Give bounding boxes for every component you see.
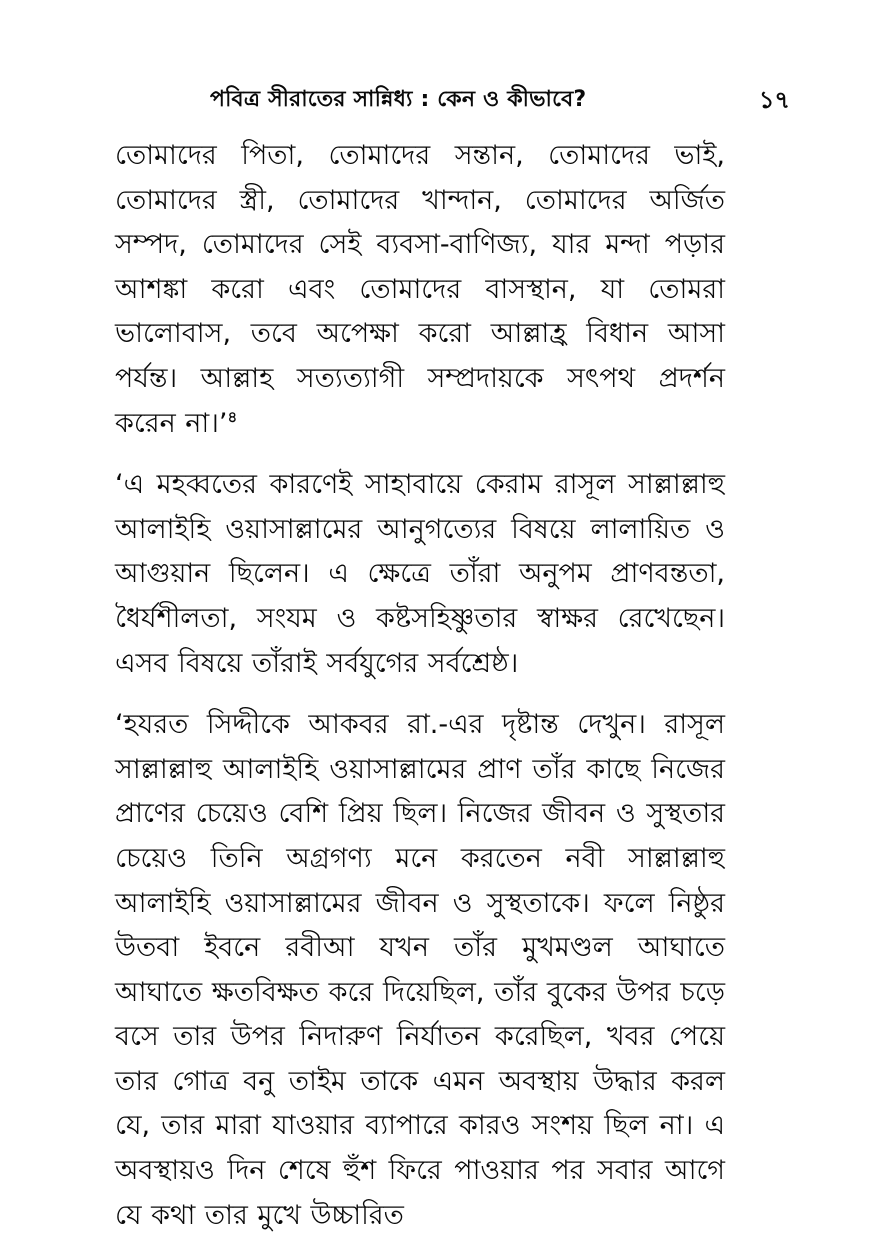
paragraph-1 xyxy=(115,134,725,446)
paragraph-2: ‘এ মহব্বতের কারণেই সাহাবায়ে কেরাম রাসূল সাল্লাল্লাহু আলাইহি ওয়াসাল্লামের আনুগত্যের বিষয়ে লালায়িত ও আগুয়ান ছিলেন। এ ক্ষেত্রে তাঁরা অনুপম প্রাণবন্ততা, ধৈর্যশীলতা, সংযম ও কষ্টসহিষ্ণুতার স্বাক্ষর রেখেছেন। এসব বিষয়ে তাঁরাই সর্বযুগের সর্বশ্রেষ্ঠ। xyxy=(115,469,725,679)
running-header xyxy=(110,82,790,122)
footnote-marker: ৪ xyxy=(227,407,238,426)
paragraph-1-text: তোমাদের পিতা, তোমাদের সন্তান, তোমাদের ভাই, তোমাদের স্ত্রী, তোমাদের খান্দান, তোমাদের অর্জিত সম্পদ, তোমাদের সেই ব্যবসা-বাণিজ্য, যার মন্দা পড়ার আশঙ্কা করো এবং তোমাদের বাসস্থান, যা তোমরা ভালোবাস, তবে অপেক্ষা করো আল্লাহ্র বিধান আসা পর্যন্ত। আল্লাহ সত্যত্যাগী সম্প্রদায়কে সৎপথ প্রদর্শন করেন না।’ xyxy=(115,140,725,439)
page-number: ১৭ xyxy=(758,86,790,114)
paragraph-3: ‘হযরত সিদ্দীকে আকবর রা.-এর দৃষ্টান্ত দেখুন। রাসূল সাল্লাল্লাহু আলাইহি ওয়াসাল্লামের প্রাণ তাঁর কাছে নিজের প্রাণের চেয়েও বেশি প্রিয় ছিল। নিজের জীবন ও সুস্থতার চেয়েও তিনি অগ্রগণ্য মনে করতেন নবী সাল্লাল্লাহু আলাইহি ওয়াসাল্লামের জীবন ও সুস্থতাকে। ফলে নিষ্ঠুর উতবা ইবনে রবীআ যখন তাঁর মুখমণ্ডল আঘাতে আঘাতে ক্ষতবিক্ষত করে দিয়েছিল, তাঁর বুকের উপর চড়ে বসে তার উপর নিদারুণ নির্যাতন করেছিল, খবর পেয়ে তার গোত্র বনু তাইম তাকে এমন অবস্থায় উদ্ধার করল যে, তার মারা যাওয়ার ব্যাপারে কারও সংশয় ছিল না। এ অবস্থায়ও দিন শেষে হুঁশ ফিরে পাওয়ার পর সবার আগে যে কথা তার মুখে উচ্চারিত xyxy=(115,709,725,1231)
header-title: পবিত্র সীরাতের সান্নিধ্য : কেন ও কীভাবে? xyxy=(210,87,587,112)
body-text xyxy=(115,134,725,1238)
